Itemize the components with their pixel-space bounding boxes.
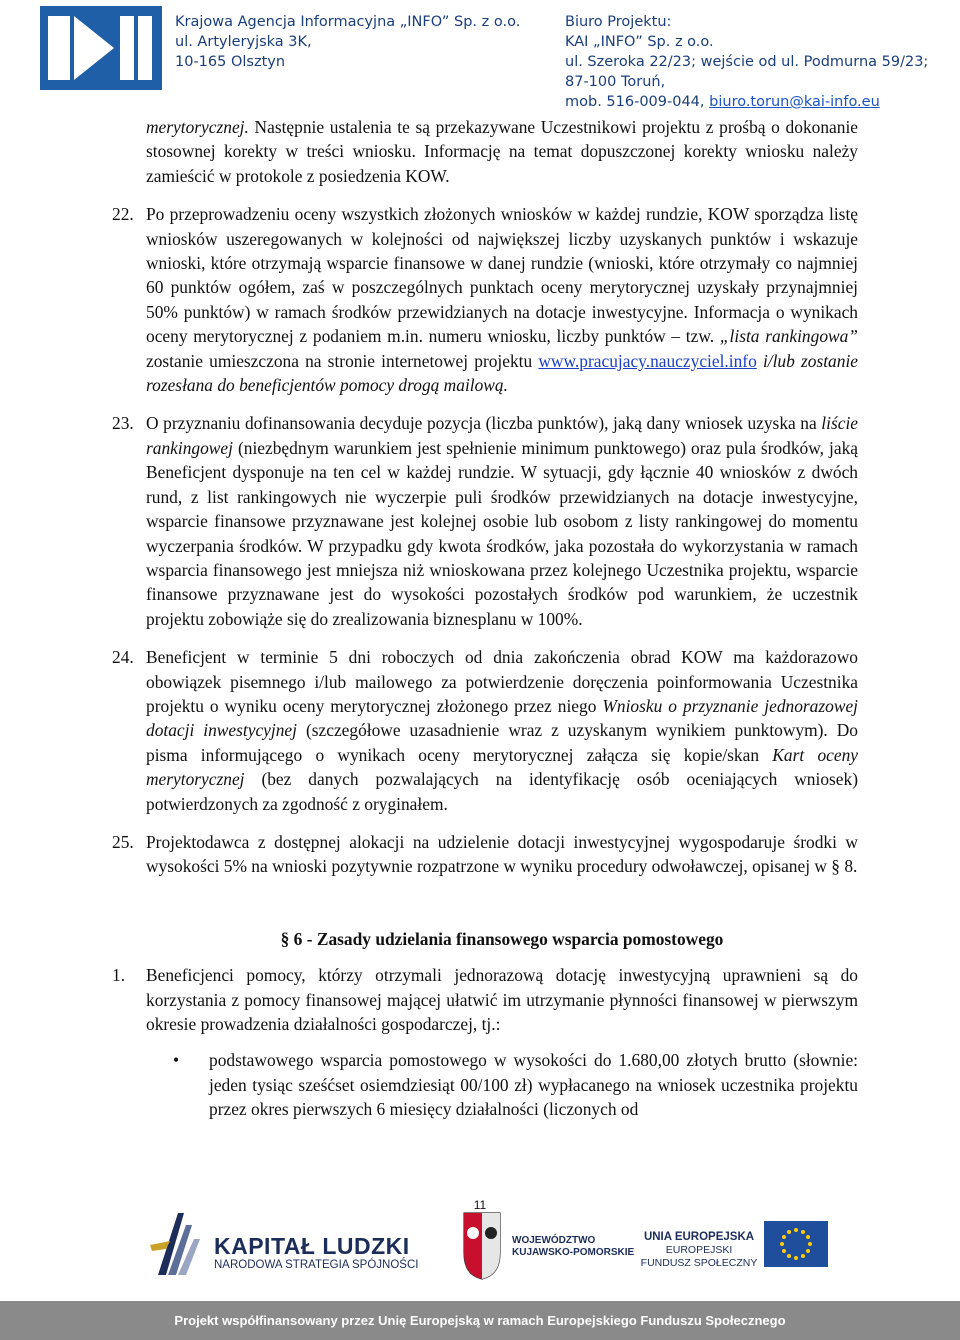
voivodeship-name xyxy=(512,1235,634,1259)
eu-line: FUNDUSZ SPOŁECZNY xyxy=(640,1257,758,1269)
eu-line: UNIA EUROPEJSKA xyxy=(643,1231,755,1243)
kapital-ludzki-subtitle: NARODOWA STRATEGIA SPÓJNOŚCI xyxy=(214,1259,419,1271)
bullet-item xyxy=(173,1048,858,1121)
eu-logo xyxy=(640,1215,825,1285)
paragraph-text: Projektodawca z dostępnej alokacji na udzielenie dotacji inwestycyjnej wygospodaruje środki w wysokości 5% na wnioski pozytywnie rozpatrzone w wyniku procedury odwoławczej, opisanej w § 8. xyxy=(146,831,858,877)
paragraph-number: 24. xyxy=(112,647,134,668)
paragraph-25 xyxy=(112,830,858,879)
voivodeship-line: KUJAWSKO-POMORSKIE xyxy=(512,1247,635,1258)
logo-shape xyxy=(74,16,114,80)
voivodeship-crest-icon xyxy=(462,1209,502,1281)
paragraph-text-span: (niezbędnym warunkiem jest spełnienie minimum punktowego) oraz pula środków, jaką Beneficjent dysponuje na ten cel w każdej rundzie. W sytuacji, gdy łącznie 40 wniosków z dwóch rund, z list rankingowych nie wyczerpie puli środków przewidzianych na dotacje inwestycyjne, wsparcie finansowe przyznawane jest kolejnej osobie lub osobom z listy rankingowej do momentu wyczerpania środków. W przypadku gdy kwota środków, jaka pozostała do wykorzystania w ramach wsparcia finansowego jest mniejsza niż wnioskowana przez kolejnego Uczestnika projektu, wsparcie finansowe przyznawane jest do wysokości pozostałych środków pod warunkiem, że uczestnik projektu zobowiąże się do zrealizowania biznesplanu w 100%. xyxy=(146,437,858,629)
paragraph-text xyxy=(146,202,858,397)
kapital-ludzki-logo xyxy=(148,1205,428,1285)
logo-shape xyxy=(120,16,134,80)
paragraph-text-span: Następnie ustalenia te są przekazywane Uczestnikowi projektu z prośbą o dokonanie stosownej korekty w treści wniosku. Informację na temat dopuszczonej korekty wniosku należy zamieścić w protokole z posiedzenia KOW. xyxy=(146,117,858,186)
italic-text: Kart oceny merytorycznej xyxy=(146,744,858,790)
page-number: 11 xyxy=(473,1198,487,1212)
italic-text: i/lub zostanie rozesłana do beneficjentów pomocy drogą mailową. xyxy=(146,350,858,396)
page-footer xyxy=(0,1205,960,1340)
office-title: Biuro Projektu: xyxy=(565,14,672,30)
bullet-text: podstawowego wsparcia pomostowego w wysokości do 1.680,00 złotych brutto (słownie: jeden tysiąc sześćset osiemdziesiąt 00/100 zł) wypłacanego na wniosek uczestnika projektu przez okres pierwszych 6 miesięcy działalności (liczonych od xyxy=(209,1050,858,1120)
paragraph-text xyxy=(146,411,858,631)
eu-flag-icon xyxy=(764,1221,828,1267)
logo-shape xyxy=(48,16,70,80)
section-heading: § 6 - Zasady udzielania finansowego wsparcia pomostowego xyxy=(280,928,724,949)
kapital-ludzki-mark-icon xyxy=(148,1205,202,1279)
paragraph-text-span: Beneficjent w terminie 5 dni roboczych od dnia zakończenia obrad KOW ma każdorazowo obowiązek pisemnego i/lub mailowego za potwierdzenie doręczenia poinformowania Uczestnika projektu o wyniku oceny merytorycznej złożonego przez niego xyxy=(146,647,858,716)
paragraph-24 xyxy=(112,645,858,816)
italic-text: merytorycznej. xyxy=(146,117,249,137)
agency-name: Krajowa Agencja Informacyjna „INFO” Sp. z o.o. xyxy=(175,14,521,30)
header-agency-address xyxy=(175,12,520,72)
office-street: ul. Szeroka 22/23; wejście od ul. Podmurna 59/23; xyxy=(565,54,929,70)
paragraph-number: 23. xyxy=(112,413,134,434)
bullet-icon: • xyxy=(173,1050,180,1071)
office-company: KAI „INFO” Sp. z o.o. xyxy=(565,34,714,50)
logo-shape xyxy=(138,16,152,80)
paragraph-number: 22. xyxy=(112,204,134,225)
eu-line: EUROPEJSKI xyxy=(665,1244,733,1256)
paragraph-text xyxy=(146,645,858,816)
italic-text: Wniosku o przyznanie jednorazowej dotacji inwestycyjnej xyxy=(146,695,858,741)
office-contact xyxy=(565,92,928,112)
paragraph-text-span: zostanie umieszczona na stronie internetowej projektu xyxy=(146,350,539,371)
section-paragraph-1 xyxy=(112,963,858,1036)
paragraph-continued xyxy=(146,115,858,188)
office-email-link[interactable]: biuro.torun@kai-info.eu xyxy=(709,94,880,110)
page-header xyxy=(0,0,960,110)
paragraph-number: 25. xyxy=(112,831,134,852)
paragraph-text: Beneficjenci pomocy, którzy otrzymali jednorazową dotację inwestycyjną uprawnieni są do korzystania z pomocy finansowej mającej ułatwić im utrzymanie płynności finansowej w pierwszym okresie prowadzenia działalności gospodarczej, tj.: xyxy=(146,965,858,1034)
paragraph-text-span: Po przeprowadzeniu oceny wszystkich złożonych wniosków w każdej rundzie, KOW sporządza listę wniosków uszeregowanych w kolejności od największej liczby uzyskanych punktów i wskazuje wnioski, które otrzymają wsparcie finansowe w danej rundzie (wnioski, które otrzymały co najmniej 60 punktów ogółem, zaś w poszczególnych punktach oceny merytorycznej uzyskały przynajmniej 50% punktów) w ramach środków przewidzianych na dotacje inwestycyjne. Informacja o wynikach oceny merytorycznej z podaniem m.in. numeru wniosku, liczby punktów – tzw. xyxy=(146,204,858,347)
agency-city: 10-165 Olsztyn xyxy=(175,54,286,70)
paragraph-number: 1. xyxy=(112,965,126,986)
voivodeship-line: WOJEWÓDZTWO xyxy=(512,1235,596,1246)
kai-logo xyxy=(40,6,162,90)
italic-text: liście rankingowej xyxy=(146,413,858,458)
kapital-ludzki-title: KAPITAŁ LUDZKI xyxy=(214,1233,410,1259)
document-body xyxy=(112,115,858,1122)
section-heading-wrap xyxy=(146,927,858,951)
agency-street: ul. Artyleryjska 3K, xyxy=(175,34,312,50)
eu-text xyxy=(640,1231,758,1270)
project-website-link[interactable]: www.pracujacy.nauczyciel.info xyxy=(538,350,757,371)
footer-cofinancing-bar: Projekt współfinansowany przez Unię Europejską w ramach Europejskiego Funduszu Społecznego xyxy=(0,1301,960,1340)
header-project-office xyxy=(565,12,928,112)
paragraph-22 xyxy=(112,202,858,397)
paragraph-text-span: O przyznaniu dofinansowania decyduje pozycja (liczba punktów), jaką dany wniosek uzyska na xyxy=(146,413,822,434)
paragraph-text-span: (bez danych pozwalających na identyfikację osób oceniających wniosek) potwierdzonych za zgodność z oryginałem. xyxy=(146,769,858,814)
voivodeship-logo xyxy=(462,1209,635,1289)
paragraph-text-span: (szczegółowe uzasadnienie wraz z uzyskanym wynikiem punktowym). Do pisma informującego o wynikach oceny merytorycznej załącza się kopie/skan xyxy=(146,720,858,765)
office-phone: mob. 516-009-044, xyxy=(565,94,710,110)
paragraph-23 xyxy=(112,411,858,631)
italic-text: „lista rankingowa” xyxy=(719,326,858,347)
paragraph-text xyxy=(146,115,858,188)
office-city: 87-100 Toruń, xyxy=(565,74,666,90)
